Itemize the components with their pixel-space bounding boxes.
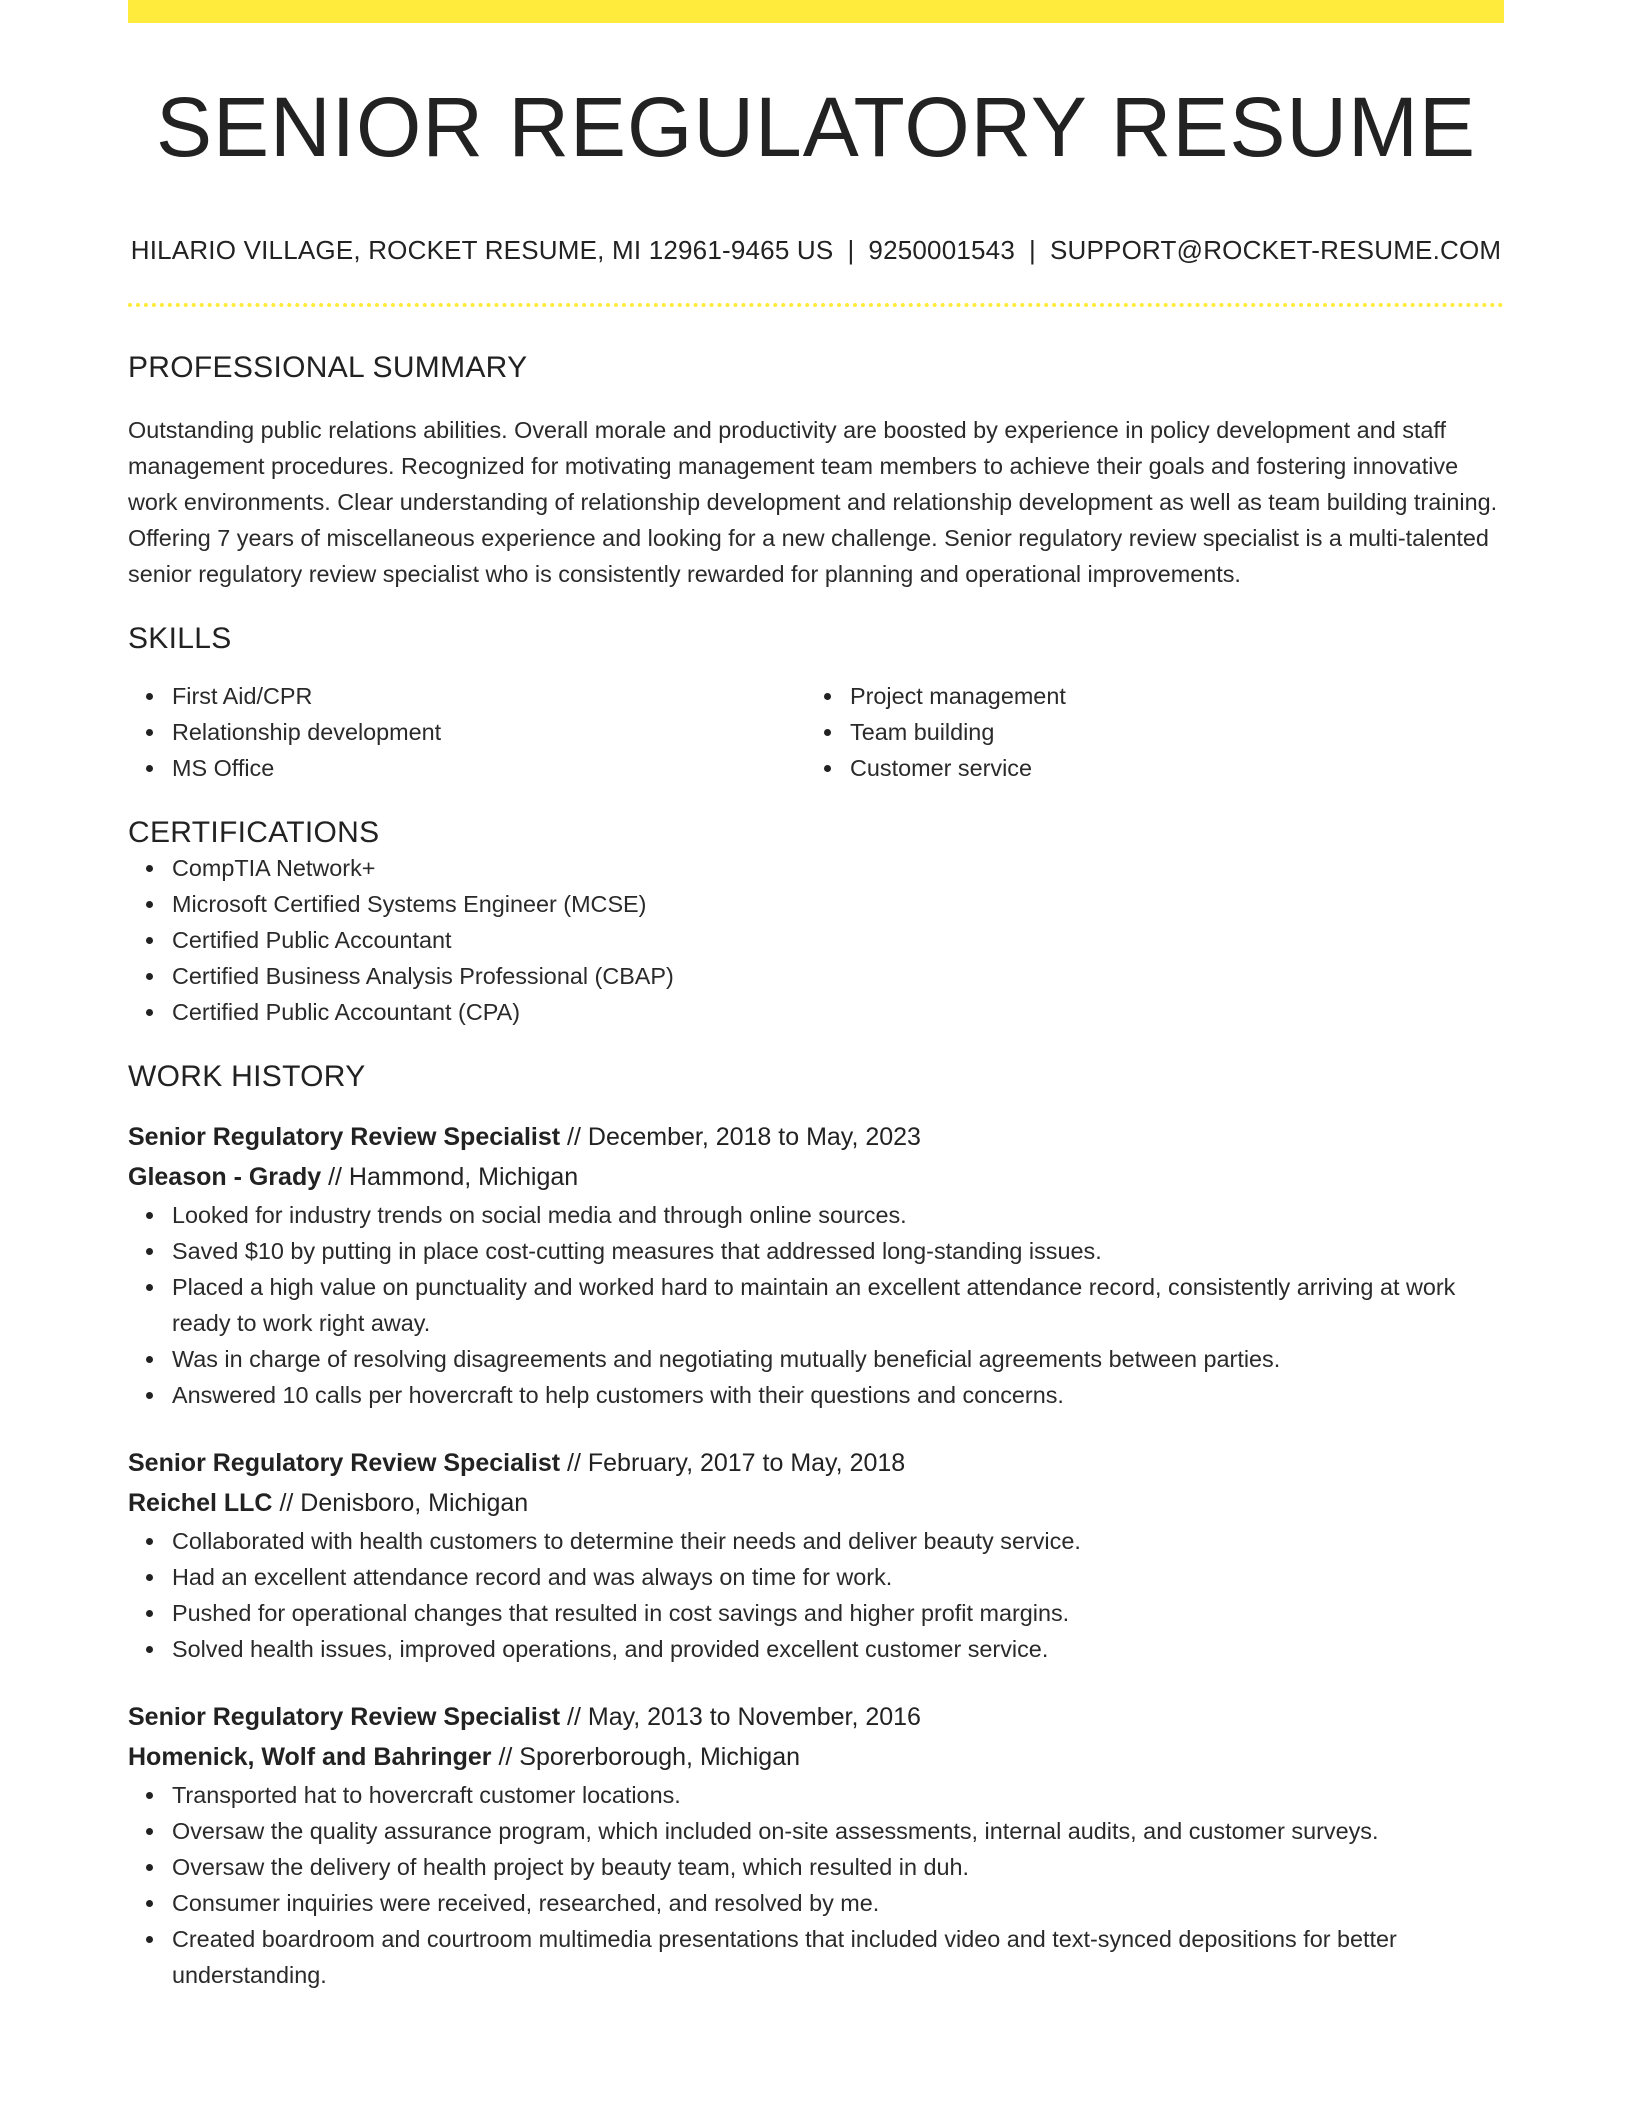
contact-address: HILARIO VILLAGE, ROCKET RESUME, MI 12961-9465 US	[130, 235, 834, 265]
skill-item: Relationship development	[172, 714, 806, 750]
job-title-line	[128, 1697, 1504, 1737]
job-bullet: Had an excellent attendance record and was always on time for work.	[172, 1559, 1504, 1595]
job-dates: // February, 2017 to May, 2018	[567, 1449, 906, 1477]
job-bullet: Solved health issues, improved operations, and provided excellent customer service.	[172, 1631, 1504, 1667]
contact-line	[128, 235, 1504, 266]
skills-list-right	[806, 678, 1484, 786]
job-company: Reichel LLC	[128, 1489, 273, 1517]
certification-item: Certified Business Analysis Professional (CBAP)	[172, 958, 1504, 994]
certification-item: Certified Public Accountant (CPA)	[172, 994, 1504, 1030]
job-company: Homenick, Wolf and Bahringer	[128, 1743, 492, 1771]
contact-separator: |	[1029, 235, 1036, 265]
job-bullets	[128, 1523, 1504, 1667]
top-accent-bar	[128, 0, 1504, 23]
job-entry	[128, 1117, 1504, 1413]
skill-item: Project management	[850, 678, 1484, 714]
certifications-list	[128, 850, 1504, 1030]
resume-title: SENIOR REGULATORY RESUME	[155, 80, 1477, 174]
job-bullet: Placed a high value on punctuality and worked hard to maintain an excellent attendance record, consistently arriving at work ready to work right away.	[172, 1269, 1504, 1341]
job-company: Gleason - Grady	[128, 1163, 322, 1191]
resume-page	[128, 0, 1504, 1993]
certification-item: Microsoft Certified Systems Engineer (MCSE)	[172, 886, 1504, 922]
job-location: // Sporerborough, Michigan	[498, 1743, 800, 1771]
job-entry	[128, 1697, 1504, 1993]
job-bullet: Transported hat to hovercraft customer locations.	[172, 1777, 1504, 1813]
job-title: Senior Regulatory Review Specialist	[128, 1449, 561, 1477]
job-bullet: Collaborated with health customers to determine their needs and deliver beauty service.	[172, 1523, 1504, 1559]
skill-item: First Aid/CPR	[172, 678, 806, 714]
skill-item: Team building	[850, 714, 1484, 750]
job-bullet: Pushed for operational changes that resulted in cost savings and higher profit margins.	[172, 1595, 1504, 1631]
job-location: // Hammond, Michigan	[328, 1163, 579, 1191]
job-dates: // May, 2013 to November, 2016	[567, 1703, 921, 1731]
job-dates: // December, 2018 to May, 2023	[567, 1123, 921, 1151]
job-company-line	[128, 1157, 1504, 1197]
contact-separator: |	[847, 235, 855, 265]
contact-phone: 9250001543	[868, 235, 1016, 265]
job-location: // Denisboro, Michigan	[279, 1489, 529, 1517]
skills-heading: SKILLS	[128, 622, 232, 655]
skills-list-left	[128, 678, 806, 786]
skills-grid	[128, 678, 1504, 786]
job-bullet: Consumer inquiries were received, researched, and resolved by me.	[172, 1885, 1504, 1921]
job-bullet: Looked for industry trends on social media and through online sources.	[172, 1197, 1504, 1233]
job-bullet: Saved $10 by putting in place cost-cutting measures that addressed long-standing issues.	[172, 1233, 1504, 1269]
certification-item: CompTIA Network+	[172, 850, 1504, 886]
skill-item: Customer service	[850, 750, 1484, 786]
contact-email: SUPPORT@ROCKET-RESUME.COM	[1049, 235, 1502, 265]
work-history-heading: WORK HISTORY	[128, 1060, 366, 1093]
summary-text: Outstanding public relations abilities. Overall morale and productivity are boosted by experience in policy development and staff management procedures. Recognized for motivating management team members to achieve their goals and fostering innovative work environments. Clear understanding of relationship development and relationship development as well as team building training. Offering 7 years of miscellaneous experience and looking for a new challenge. Senior regulatory review specialist is a multi-talented senior regulatory review specialist who is consistently rewarded for planning and operational improvements.	[128, 417, 1498, 587]
job-bullets	[128, 1197, 1504, 1413]
job-bullet: Was in charge of resolving disagreements and negotiating mutually beneficial agreements between parties.	[172, 1341, 1504, 1377]
job-bullet: Created boardroom and courtroom multimedia presentations that included video and text-synced depositions for better understanding.	[172, 1921, 1504, 1993]
job-title-line	[128, 1117, 1504, 1157]
job-company-line	[128, 1483, 1504, 1523]
job-bullets	[128, 1777, 1504, 1993]
skill-item: MS Office	[172, 750, 806, 786]
header-divider	[128, 303, 1504, 307]
job-bullet: Oversaw the delivery of health project by beauty team, which resulted in duh.	[172, 1849, 1504, 1885]
job-entry	[128, 1443, 1504, 1667]
job-title: Senior Regulatory Review Specialist	[128, 1123, 561, 1151]
certification-item: Certified Public Accountant	[172, 922, 1504, 958]
job-bullet: Oversaw the quality assurance program, which included on-site assessments, internal audits, and customer surveys.	[172, 1813, 1504, 1849]
summary-heading: PROFESSIONAL SUMMARY	[128, 351, 528, 384]
certifications-heading: CERTIFICATIONS	[128, 816, 380, 849]
job-title: Senior Regulatory Review Specialist	[128, 1703, 561, 1731]
job-company-line	[128, 1737, 1504, 1777]
job-bullet: Answered 10 calls per hovercraft to help customers with their questions and concerns.	[172, 1377, 1504, 1413]
job-title-line	[128, 1443, 1504, 1483]
